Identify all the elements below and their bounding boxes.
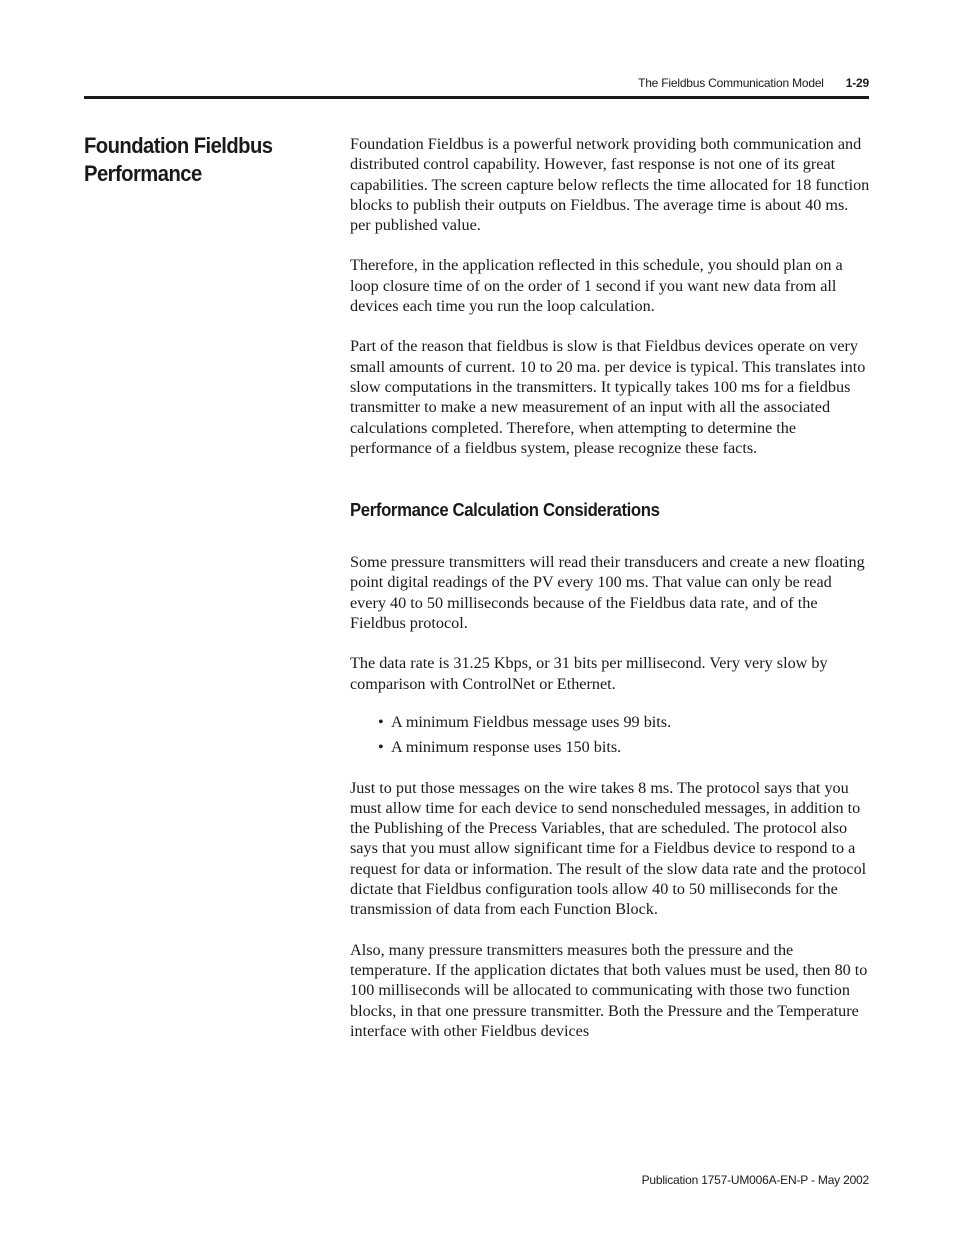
paragraph: Just to put those messages on the wire takes 8 ms. The protocol says that you must allow time for each device to send nonscheduled messages, in addition to the Publishing of the Precess Variables, that are scheduled. The protocol also says that you must allow significant time for a Fieldbus device to respond to a request for data or information. The result of the slow data rate and the protocol dictate that Fieldbus configuration tools allow 40 to 50 milliseconds for the transmission of data from each Function Block.: [350, 778, 867, 919]
chapter-title: The Fieldbus Communication Model: [638, 76, 824, 90]
section-title: Foundation Fieldbus Performance: [84, 133, 273, 186]
paragraph: Foundation Fieldbus is a powerful network providing both communication and distributed control capability. However, fast response is not one of its great capabilities. The screen capture below reflects the time allocated for 18 function blocks to publish their outputs on Fieldbus. The average time is about 40 ms. per published value.: [350, 135, 870, 235]
main-column: [350, 134, 870, 1061]
list-item-text: A minimum Fieldbus message uses 99 bits.: [391, 712, 672, 731]
header-rule: [84, 96, 869, 99]
list-item-text: A minimum response uses 150 bits.: [391, 738, 622, 757]
paragraph: Therefore, in the application reflected in this schedule, you should plan on a loop closure time of on the order of 1 second if you want new data from all devices each time you run the loop calculation.: [350, 256, 843, 316]
paragraph: Part of the reason that fieldbus is slow is that Fieldbus devices operate on very small amounts of current. 10 to 20 ma. per device is typical. This translates into slow computations in the transmitters. It typically takes 100 ms for a fieldbus transmitter to make a new measurement of an input with all the associated calculations completed. Therefore, when attempting to determine the performance of a fieldbus system, please recognize these facts.: [350, 337, 866, 457]
list-item: [378, 712, 870, 732]
publication-footer: Publication 1757-UM006A-EN-P - May 2002: [641, 1173, 869, 1187]
running-header: [84, 74, 869, 92]
paragraph: Also, many pressure transmitters measures both the pressure and the temperature. If the application dictates that both values must be used, then 80 to 100 milliseconds will be allocated to communicating with those two function blocks, in that one pressure transmitter. Both the Pressure and the Temperature interface with other Fieldbus devices: [350, 940, 868, 1040]
paragraph: Some pressure transmitters will read their transducers and create a new floating point digital readings of the PV every 100 ms. That value can only be read every 40 to 50 milliseconds because of the Fieldbus data rate, and of the Fieldbus protocol.: [350, 553, 865, 633]
bullet-icon: •: [378, 738, 384, 757]
list-item: [378, 737, 870, 757]
bullet-icon: •: [378, 712, 384, 731]
page-number: 1-29: [845, 76, 869, 90]
paragraph: The data rate is 31.25 Kbps, or 31 bits per millisecond. Very very slow by comparison with ControlNet or Ethernet.: [350, 654, 828, 693]
bullet-list: [378, 712, 870, 758]
subsection-heading: Performance Calculation Considerations: [350, 500, 660, 521]
